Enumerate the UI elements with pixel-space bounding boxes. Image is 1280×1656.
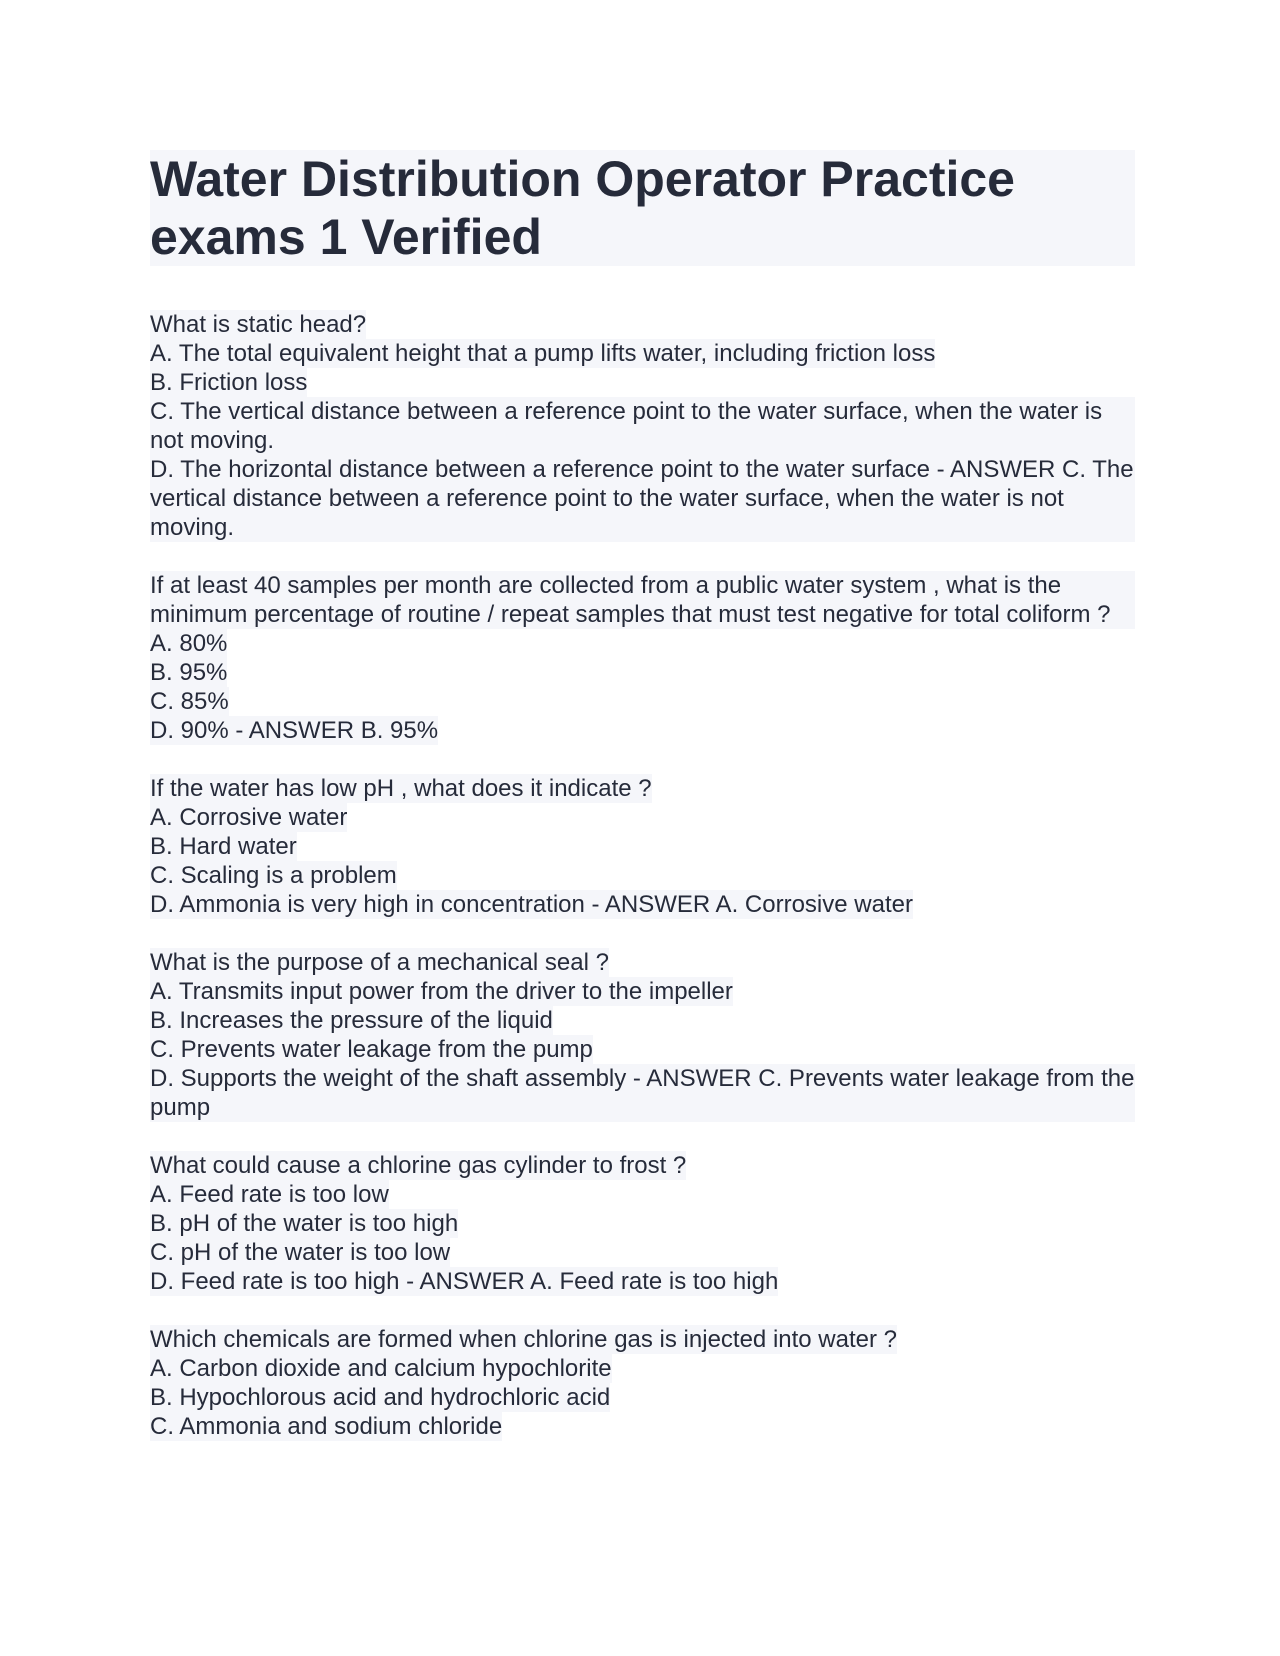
option-d-with-answer: D. 90% - ANSWER B. 95% <box>150 717 439 744</box>
option-d-with-answer: D. Feed rate is too high - ANSWER A. Feed rate is too high <box>150 1268 779 1295</box>
question-1 <box>150 310 1135 542</box>
question-text: Which chemicals are formed when chlorine gas is injected into water ? <box>150 1326 898 1353</box>
option-d-with-answer: D. Supports the weight of the shaft assembly - ANSWER C. Prevents water leakage from the pump <box>150 1065 1135 1121</box>
option-a: A. Transmits input power from the driver to the impeller <box>150 978 733 1005</box>
option-c: C. pH of the water is too low <box>150 1239 451 1266</box>
question-text: If the water has low pH , what does it indicate ? <box>150 775 652 802</box>
question-5 <box>150 1151 1135 1296</box>
question-2 <box>150 571 1135 745</box>
option-d-with-answer: D. Ammonia is very high in concentration - ANSWER A. Corrosive water <box>150 891 913 918</box>
question-text: What is the purpose of a mechanical seal ? <box>150 949 609 976</box>
question-3 <box>150 774 1135 919</box>
title-block <box>150 150 1135 266</box>
option-b: B. pH of the water is too high <box>150 1210 459 1237</box>
option-a: A. Feed rate is too low <box>150 1181 389 1208</box>
option-b: B. Hard water <box>150 833 297 860</box>
option-c: C. 85% <box>150 688 229 715</box>
option-a: A. Carbon dioxide and calcium hypochlorite <box>150 1355 612 1382</box>
question-text: If at least 40 samples per month are collected from a public water system , what is the minimum percentage of routine / repeat samples that must test negative for total coliform ? <box>150 571 1135 629</box>
option-c: C. Prevents water leakage from the pump <box>150 1036 593 1063</box>
option-b: B. Hypochlorous acid and hydrochloric acid <box>150 1384 611 1411</box>
option-b: B. Increases the pressure of the liquid <box>150 1007 553 1034</box>
option-b: B. Friction loss <box>150 369 308 396</box>
question-4 <box>150 948 1135 1122</box>
option-a: A. Corrosive water <box>150 804 348 831</box>
option-b: B. 95% <box>150 659 228 686</box>
option-c: C. The vertical distance between a reference point to the water surface, when the water is not moving. <box>150 397 1135 455</box>
option-d-with-answer: D. The horizontal distance between a reference point to the water surface - ANSWER C. The vertical distance between a reference point to the water surface, when the water is not moving. <box>150 456 1134 541</box>
option-a: A. 80% <box>150 630 228 657</box>
option-c: C. Ammonia and sodium chloride <box>150 1413 503 1440</box>
question-6 <box>150 1325 1135 1441</box>
option-a: A. The total equivalent height that a pump lifts water, including friction loss <box>150 340 936 367</box>
question-text: What is static head? <box>150 311 367 338</box>
option-c: C. Scaling is a problem <box>150 862 397 889</box>
document-page <box>150 150 1135 1470</box>
document-title: Water Distribution Operator Practice exams 1 Verified <box>150 151 1015 265</box>
question-text: What could cause a chlorine gas cylinder to frost ? <box>150 1152 687 1179</box>
